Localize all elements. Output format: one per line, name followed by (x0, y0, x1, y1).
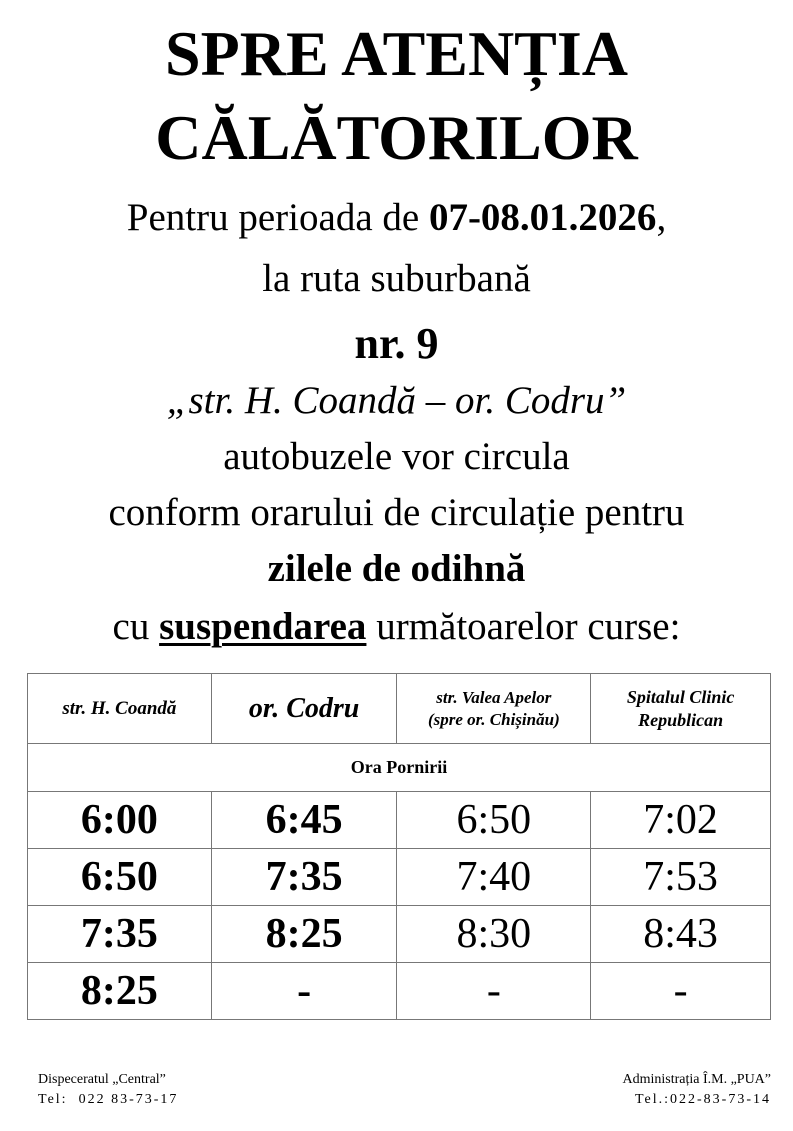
route-number: nr. 9 (354, 319, 439, 368)
header-spitalul-clinic (591, 674, 771, 744)
route-text: la ruta suburbană (262, 257, 531, 300)
header-h-coanda: str. H. Coandă (28, 674, 212, 744)
time-cell: 8:25 (28, 963, 212, 1020)
departure-time-label: Ora Pornirii (28, 744, 771, 792)
buses-text: autobuzele vor circula (223, 435, 570, 478)
header-spitalul-line2: Republican (638, 709, 724, 730)
dispatcher-name: Dispeceratul „Central” (38, 1072, 166, 1087)
time-cell: 6:45 (211, 792, 397, 849)
rest-days-text: zilele de odihnă (267, 547, 526, 590)
period-prefix: Pentru perioada de (126, 196, 429, 239)
time-cell: 6:50 (397, 792, 591, 849)
cu-text: cu (112, 605, 160, 648)
header-valea-apelor-line2: (spre or. Chișinău) (427, 709, 560, 729)
title-line-2: CĂLĂTORILOR (155, 102, 638, 173)
footer-right (622, 1070, 771, 1110)
time-cell: 8:25 (211, 906, 397, 963)
header-codru: or. Codru (211, 674, 397, 744)
time-cell: 7:35 (211, 849, 397, 906)
trips-text: următoarelor curse: (366, 605, 681, 648)
period-dates: 07-08.01.2026 (428, 196, 657, 239)
table-header-row (28, 674, 771, 744)
header-valea-apelor (397, 674, 591, 744)
table-row (28, 963, 771, 1020)
time-cell: - (591, 963, 771, 1020)
time-cell: 7:35 (28, 906, 212, 963)
time-cell: 6:50 (28, 849, 212, 906)
time-cell: - (211, 963, 397, 1020)
time-cell: - (397, 963, 591, 1020)
administration-name: Administrația Î.M. „PUA” (622, 1072, 771, 1087)
header-spitalul-line1: Spitalul Clinic (626, 687, 735, 707)
time-cell: 7:02 (591, 792, 771, 849)
table-row (28, 849, 771, 906)
table-row (28, 792, 771, 849)
time-cell: 7:53 (591, 849, 771, 906)
table-row (28, 906, 771, 963)
administration-phone: Tel.:022-83-73-14 (634, 1092, 771, 1107)
schedule-text: conform orarului de circulație pentru (108, 491, 685, 534)
header-valea-apelor-line1: str. Valea Apelor (436, 688, 552, 708)
footer-left (38, 1070, 178, 1110)
period-suffix: , (656, 196, 667, 239)
period-line (0, 198, 793, 237)
dispatcher-phone: Tel: 022 83-73-17 (38, 1092, 179, 1107)
title-line-1: SPRE ATENȚIA (165, 18, 628, 89)
time-cell: 7:40 (397, 849, 591, 906)
time-cell: 8:43 (591, 906, 771, 963)
suspension-word: suspendarea (159, 605, 367, 648)
time-cell: 8:30 (397, 906, 591, 963)
schedule-table (27, 673, 771, 1020)
time-cell: 6:00 (28, 792, 212, 849)
route-name: „str. H. Coandă – or. Codru” (166, 379, 627, 422)
suspension-line (0, 607, 793, 646)
table-subheader-row (28, 744, 771, 792)
